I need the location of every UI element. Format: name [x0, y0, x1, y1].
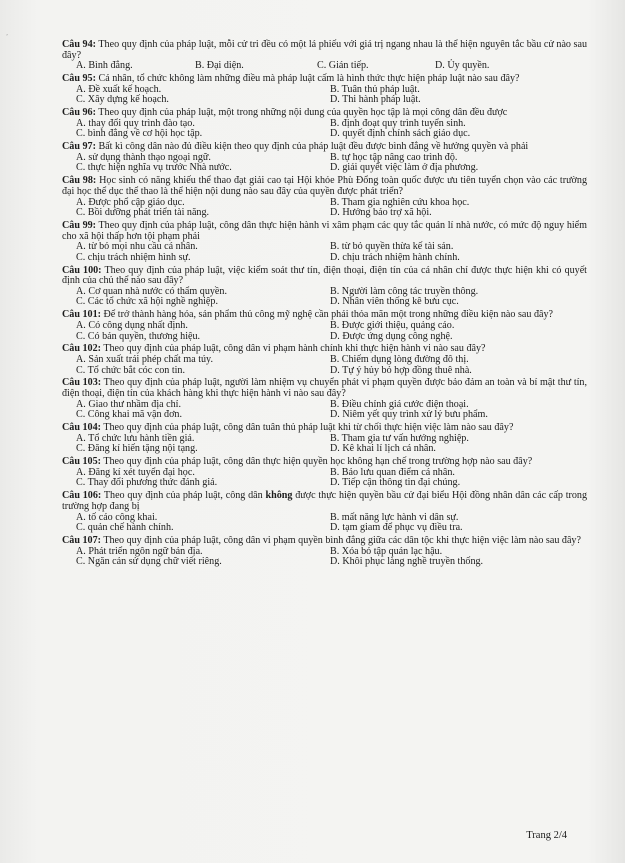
option-b: B. Được giới thiệu, quảng cáo. — [330, 319, 455, 331]
answer-options — [62, 321, 587, 342]
option-d: D. quyết định chính sách giáo dục. — [330, 128, 471, 140]
question-102 — [62, 344, 587, 376]
option-d: D. Niêm yết quy trình xử lý bưu phẩm. — [330, 409, 488, 421]
question-stem: Câu 101: Để trở thành hàng hóa, sản phẩm thủ công mỹ nghệ cần phải thỏa mãn một trong những điều kiện nào sau đây? — [62, 309, 554, 321]
page-number: Trang 2/4 — [526, 830, 567, 841]
answer-options — [62, 468, 587, 489]
question-number: Câu 95: — [62, 73, 96, 85]
question-stem: Câu 94: Theo quy định của pháp luật, mỗi cử tri đều có một lá phiếu với giá trị ngang nhau là thể hiện nguyên tắc bầu cử nào sau đây? — [62, 39, 588, 61]
option-b: B. Xóa bỏ tập quán lạc hậu. — [330, 545, 443, 557]
option-c: C. thực hiện nghĩa vụ trước Nhà nước. — [76, 162, 232, 174]
question-stem: Câu 97: Bất kì công dân nào đủ điều kiện theo quy định của pháp luật đều được bình đẳng về hưởng quyền và phải — [62, 141, 529, 153]
scan-mark: ʼ — [6, 34, 8, 40]
option-d: D. tạm giam để phục vụ điều tra. — [330, 522, 463, 534]
option-a: A. Phát triển ngôn ngữ bản địa. — [76, 545, 203, 557]
question-stem: Câu 100: Theo quy định của pháp luật, việc kiểm soát thư tín, điện thoại, điện tín của cá nhân chỉ được thực hiện khi có quyết định của chủ thể nào sau đây? — [62, 264, 587, 287]
option-b: B. mất năng lực hành vi dân sự. — [330, 511, 459, 523]
option-c: C. Các tổ chức xã hội nghề nghiệp. — [76, 296, 218, 308]
question-106 — [62, 491, 587, 533]
option-d: D. Được ứng dụng công nghệ. — [330, 330, 453, 342]
question-stem: Câu 105: Theo quy định của pháp luật, công dân thực hiện quyền học không hạn chế trong trường hợp nào sau đây? — [62, 456, 533, 468]
option-b: B. Tham gia nghiên cứu khoa học. — [330, 196, 470, 208]
answer-options — [62, 85, 587, 106]
option-b: B. Điều chỉnh giá cước điện thoại. — [330, 398, 469, 410]
question-number: Câu 104: — [62, 422, 101, 434]
option-d: D. Tiếp cận thông tin đại chúng. — [330, 477, 461, 489]
option-c: C. bình đẳng về cơ hội học tập. — [76, 128, 203, 140]
option-a: A. sử dụng thành thạo ngoại ngữ. — [76, 151, 211, 163]
question-number: Câu 102: — [62, 343, 101, 355]
option-c: C. Tổ chức bắt cóc con tin. — [76, 364, 185, 376]
question-number: Câu 98: — [62, 175, 97, 187]
option-b: B. Tham gia tư vấn hướng nghiệp. — [330, 432, 469, 444]
question-107 — [62, 536, 587, 568]
question-stem: Câu 106: Theo quy định của pháp luật, công dân không được thực hiện quyền bầu cử đại biểu Hội đồng nhân dân các cấp trong trường hợp đang bị — [62, 490, 587, 512]
option-a: A. tố cáo công khai. — [76, 511, 158, 523]
option-a: A. Giao thư nhầm địa chỉ. — [76, 398, 181, 410]
question-stem: Câu 96: Theo quy định của pháp luật, một trong những nội dung của quyền học tập là mọi công dân đều được — [62, 107, 508, 119]
option-c: C. Thay đổi phương thức đánh giá. — [76, 477, 218, 489]
question-number: Câu 107: — [62, 534, 101, 546]
question-stem: Câu 102: Theo quy định của pháp luật, công dân vi phạm hành chính khi thực hiện hành vi nào sau đây? — [62, 343, 486, 355]
question-100 — [62, 266, 587, 308]
answer-options — [62, 355, 587, 376]
option-d: D. chịu trách nhiệm hành chính. — [330, 251, 460, 263]
option-c: C. Xây dựng kế hoạch. — [76, 94, 169, 106]
question-number: Câu 96: — [62, 107, 96, 119]
question-99 — [62, 221, 587, 263]
option-a: A. Đề xuất kế hoạch. — [76, 83, 162, 95]
question-stem: Câu 99: Theo quy định của pháp luật, công dân thực hiện hành vi xâm phạm các quy tắc quản lí nhà nước, có mức độ nguy hiểm cho xã hội thấp hơn tội phạm phải — [62, 219, 587, 242]
question-97 — [62, 142, 587, 174]
question-number: Câu 100: — [62, 264, 102, 276]
option-c: C. Bồi dưỡng phát triển tài năng. — [76, 207, 210, 219]
question-stem: Câu 103: Theo quy định của pháp luật, người làm nhiệm vụ chuyển phát vi phạm quyền được bảo đảm an toàn và bí mật thư tín, điện thoại, điện tín của khách hàng khi thực hiện hành vi nào sau đây? — [62, 377, 587, 400]
answer-options — [62, 61, 587, 72]
answer-options — [62, 434, 587, 455]
question-103 — [62, 378, 587, 420]
option-a: A. thay đổi quy trình đào tạo. — [76, 117, 195, 129]
option-c: C. Ngăn cản sử dụng chữ viết riêng. — [76, 556, 222, 568]
option-a: A. Sản xuất trái phép chất ma túy. — [76, 354, 213, 365]
option-b: B. tự học tập nâng cao trình độ. — [330, 151, 458, 163]
option-d: D. Tự ý hủy bỏ hợp đồng thuê nhà. — [330, 364, 472, 376]
question-stem: Câu 107: Theo quy định của pháp luật, công dân vi phạm quyền bình đẳng giữa các dân tộc khi thực hiện việc làm nào sau đây? — [62, 534, 581, 546]
option-d: D. Khôi phục làng nghề truyền thống. — [330, 556, 484, 568]
answer-options — [62, 242, 587, 263]
question-101 — [62, 310, 587, 342]
option-c: C. quản chế hành chính. — [76, 522, 174, 534]
option-b: B. Chiếm dụng lòng đường đô thị. — [330, 354, 469, 365]
option-b: B. Bảo lưu quan điểm cá nhân. — [330, 466, 455, 478]
question-number: Câu 94: — [62, 39, 96, 50]
question-96 — [62, 108, 587, 140]
option-a: A. Được phổ cập giáo dục. — [76, 196, 185, 208]
question-95 — [62, 74, 587, 106]
answer-options — [62, 400, 587, 421]
question-stem: Câu 95: Cá nhân, tổ chức không làm những điều mà pháp luật cấm là hình thức thực hiện pháp luật nào sau đây? — [62, 73, 520, 85]
option-d: D. Kê khai lí lịch cá nhân. — [330, 443, 436, 455]
option-c: C. Công khai mã vận đơn. — [76, 409, 182, 421]
option-b: B. Tuân thủ pháp luật. — [330, 83, 420, 95]
option-a: A. Tổ chức lưu hành tiền giả. — [76, 432, 195, 444]
question-number: Câu 103: — [62, 377, 102, 389]
question-98 — [62, 176, 587, 218]
option-a: A. Bình đẳng. — [76, 60, 133, 72]
option-d: D. Hưởng bảo trợ xã hội. — [330, 207, 432, 219]
option-b: B. từ bỏ quyền thừa kế tài sản. — [330, 241, 454, 253]
answer-options — [62, 287, 587, 308]
question-105 — [62, 457, 587, 489]
question-number: Câu 97: — [62, 141, 96, 153]
option-c: C. Có bản quyền, thương hiệu. — [76, 330, 201, 342]
option-c: C. Đăng kí hiến tặng nội tạng. — [76, 443, 198, 455]
emphasis-not: không — [265, 490, 293, 502]
answer-options — [62, 198, 587, 219]
option-b: B. định đoạt quy trình tuyển sinh. — [330, 117, 466, 129]
question-number: Câu 105: — [62, 456, 101, 468]
answer-options — [62, 153, 587, 174]
option-b: B. Người làm công tác truyền thông. — [330, 285, 479, 297]
option-d: D. Nhân viên thống kê bưu cục. — [330, 296, 459, 308]
option-a: A. Đăng kí xét tuyển đại học. — [76, 466, 195, 478]
option-d: D. Ủy quyền. — [435, 60, 490, 72]
answer-options — [62, 547, 587, 568]
option-d: D. Thi hành pháp luật. — [330, 94, 421, 106]
answer-options — [62, 119, 587, 140]
question-number: Câu 106: — [62, 490, 102, 502]
question-94 — [62, 40, 587, 72]
option-a: A. từ bỏ mọi nhu cầu cá nhân. — [76, 241, 198, 253]
question-number: Câu 101: — [62, 309, 101, 321]
option-d: D. giải quyết việc làm ở địa phương. — [330, 162, 479, 174]
answer-options — [62, 513, 587, 534]
option-c: C. chịu trách nhiệm hình sự. — [76, 251, 191, 263]
option-a: A. Có công dụng nhất định. — [76, 319, 188, 331]
question-stem: Câu 98: Học sinh có năng khiếu thể thao đạt giải cao tại Hội khỏe Phù Đổng toàn quốc được ưu tiên tuyển chọn vào các trường đại học thể dục thể thao là thể hiện nội dung nào sau đây của quyền được phát triển? — [62, 175, 587, 197]
option-a: A. Cơ quan nhà nước có thẩm quyền. — [76, 285, 227, 297]
option-c: C. Gián tiếp. — [317, 60, 369, 72]
option-b: B. Đại diện. — [195, 60, 244, 72]
question-104 — [62, 423, 587, 455]
question-stem: Câu 104: Theo quy định của pháp luật, công dân tuân thủ pháp luật khi từ chối thực hiện việc làm nào sau đây? — [62, 422, 514, 434]
question-number: Câu 99: — [62, 219, 97, 231]
